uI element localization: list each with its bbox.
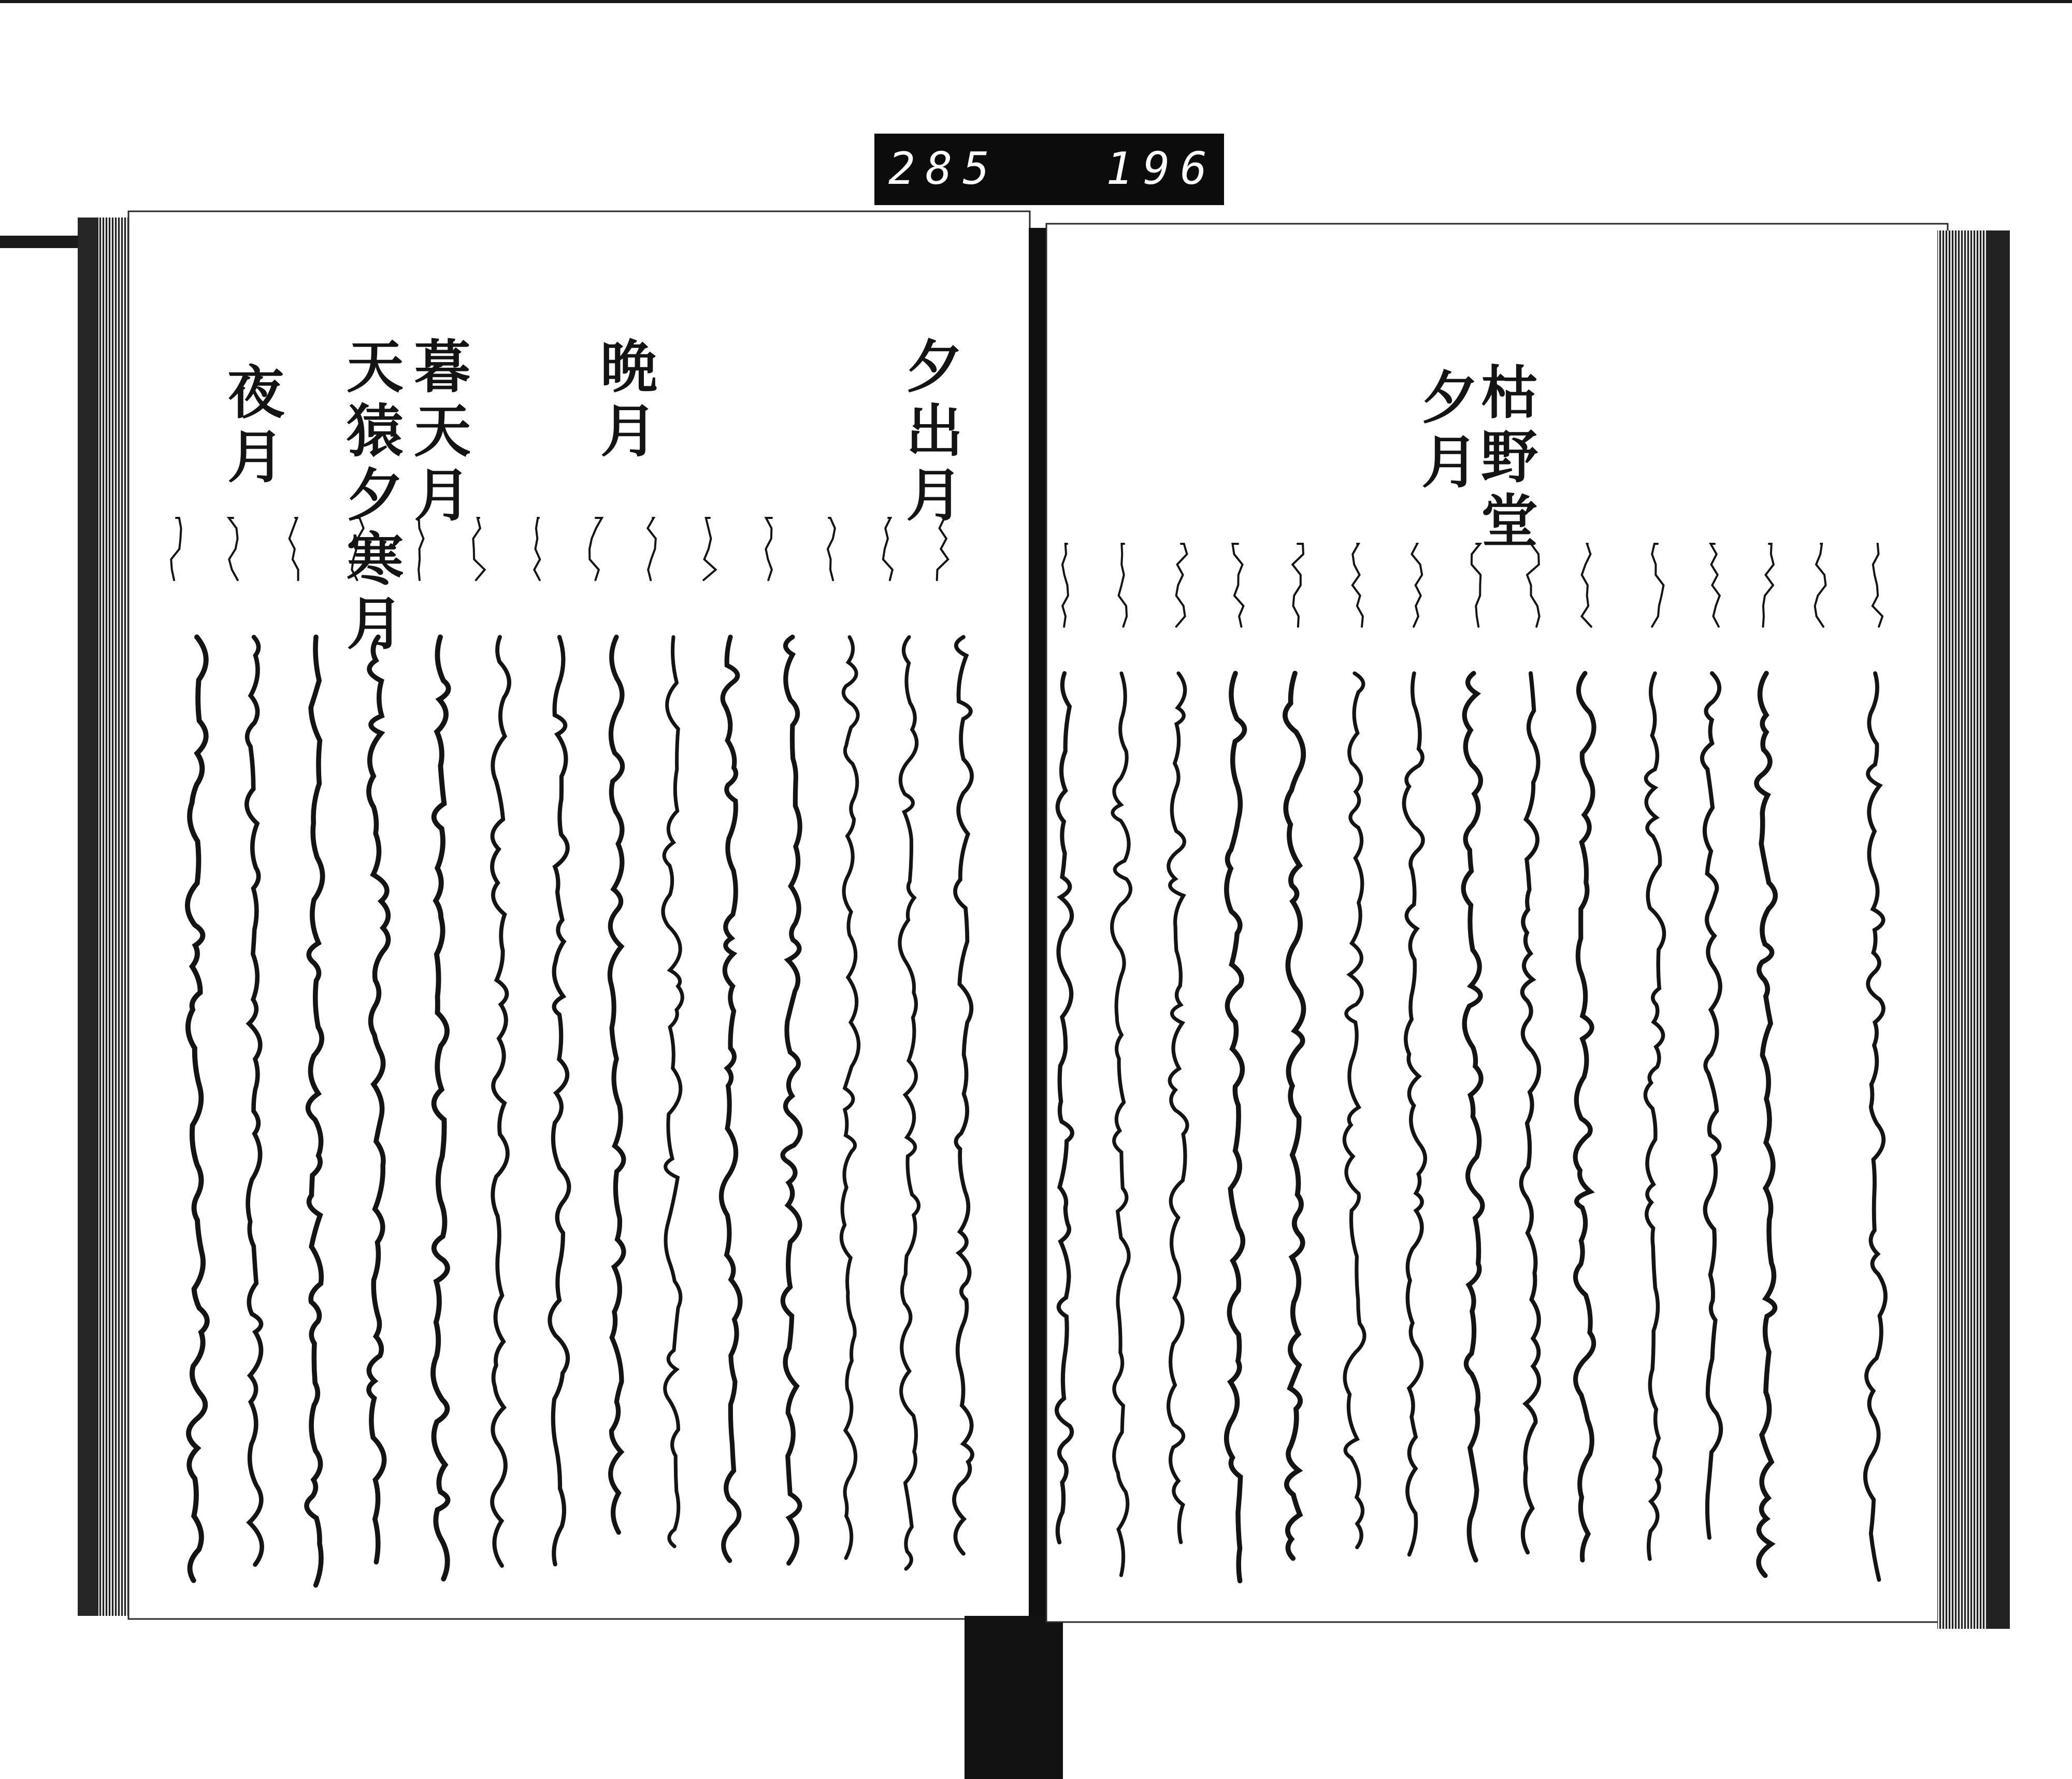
page-number-left: 285 xyxy=(888,143,1000,195)
heading-botengetsu: 暮天月 xyxy=(405,337,471,529)
top-border xyxy=(0,0,2072,3)
right-fore-edge xyxy=(1937,230,2010,1629)
left-fore-edge xyxy=(78,218,130,1616)
heading-yuzuki: 夕月 xyxy=(1412,368,1479,496)
page-number-right: 196 xyxy=(1106,143,1218,195)
page-number-badge xyxy=(874,134,1224,205)
heading-yuidezuki: 夕出月 xyxy=(897,337,963,529)
heading-bangetsu: 晩月 xyxy=(591,337,658,465)
heading-kanzuki: 天猿夕寒月 xyxy=(337,337,404,658)
heading-yozuki: 夜月 xyxy=(218,363,285,491)
gutter xyxy=(1029,228,1046,1642)
heading-kareno-do: 枯野堂 xyxy=(1472,363,1538,555)
gutter-shadow xyxy=(965,1616,1063,1779)
